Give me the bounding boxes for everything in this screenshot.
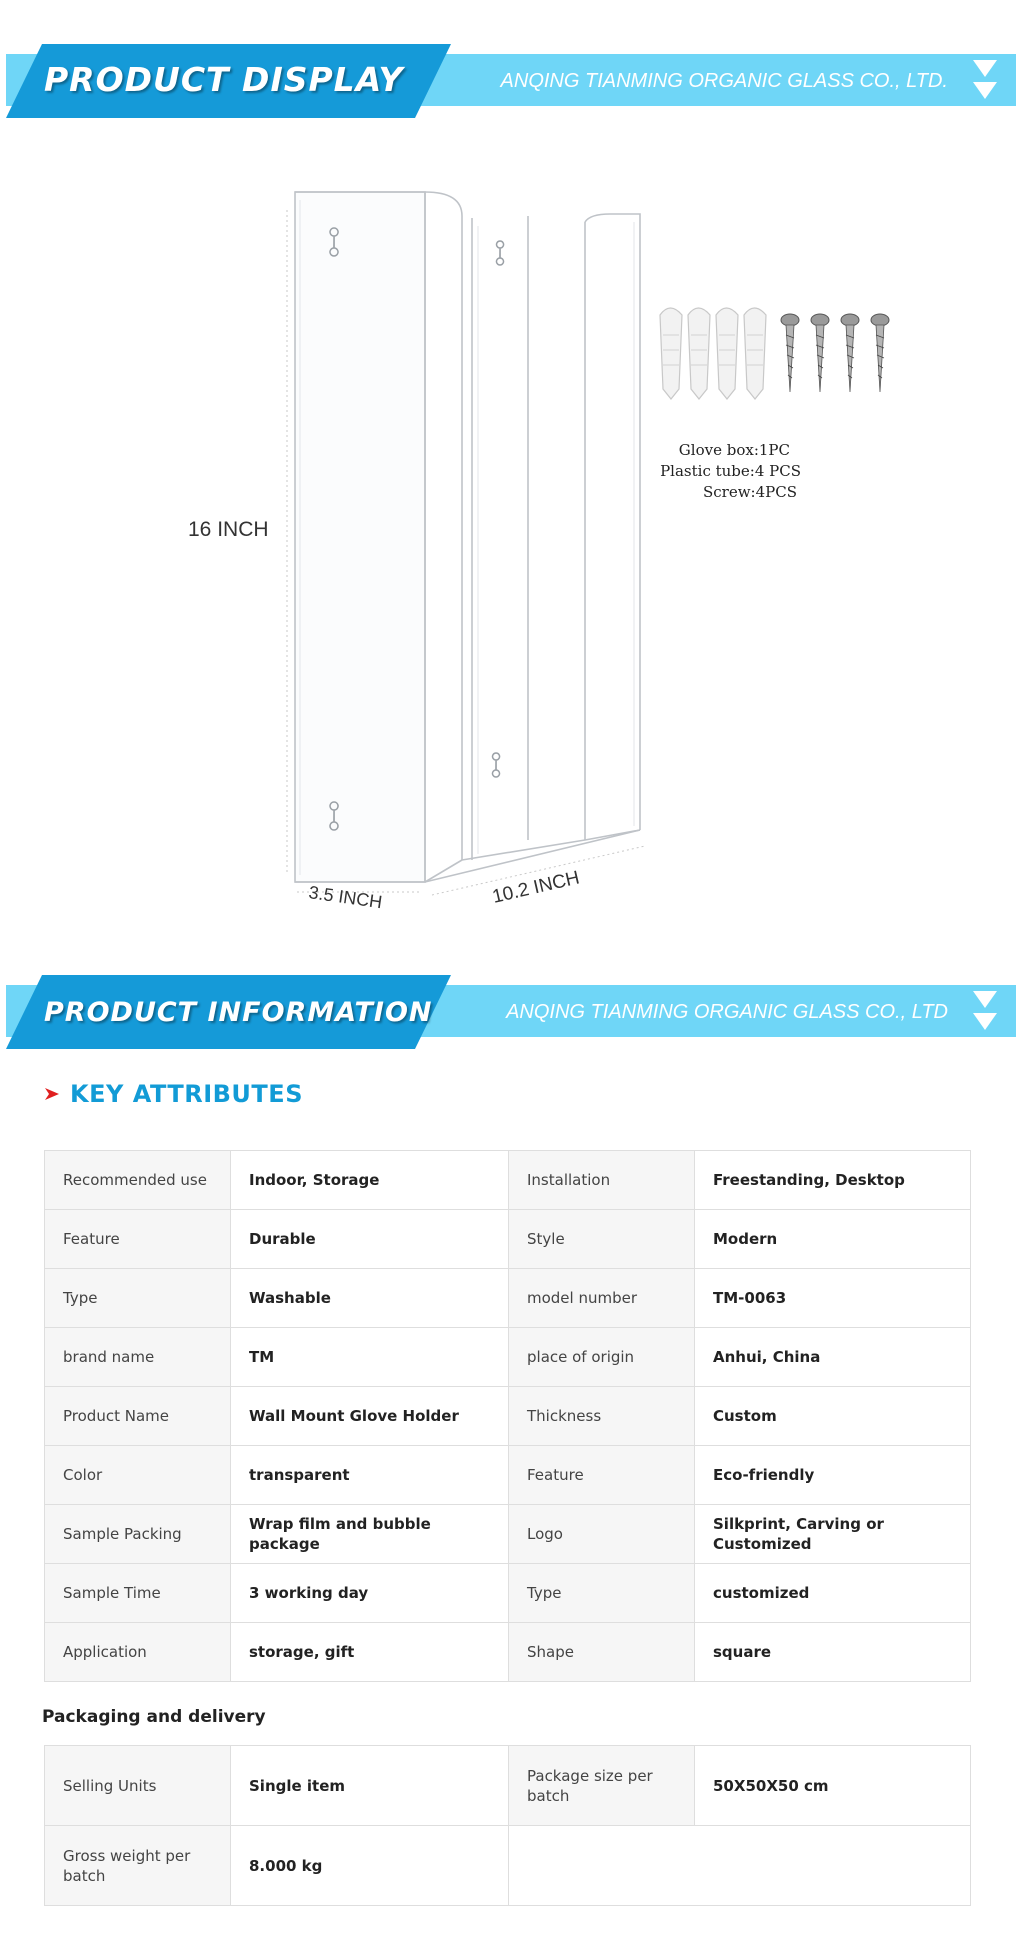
table-row xyxy=(45,1623,971,1682)
banner-company-name: ANQING TIANMING ORGANIC GLASS CO., LTD. xyxy=(500,70,948,92)
table-row xyxy=(45,1446,971,1505)
attribute-key: Logo xyxy=(509,1505,695,1564)
attribute-key: Recommended use xyxy=(45,1151,231,1210)
attribute-key: Selling Units xyxy=(45,1746,231,1826)
banner-title: PRODUCT DISPLAY xyxy=(44,60,404,99)
attribute-value: customized xyxy=(695,1564,971,1623)
attribute-key: Style xyxy=(509,1210,695,1269)
accessory-plastic-tube: Plastic tube:4 PCS xyxy=(660,462,801,480)
table-row xyxy=(45,1387,971,1446)
attribute-key: Sample Packing xyxy=(45,1505,231,1564)
attribute-value: 50X50X50 cm xyxy=(695,1746,971,1826)
attribute-value: Freestanding, Desktop xyxy=(695,1151,971,1210)
attribute-value: Anhui, China xyxy=(695,1328,971,1387)
attribute-key: Product Name xyxy=(45,1387,231,1446)
attribute-value: Washable xyxy=(231,1269,509,1328)
attribute-key: brand name xyxy=(45,1328,231,1387)
key-attributes-heading xyxy=(44,1080,303,1108)
attribute-value: Indoor, Storage xyxy=(231,1151,509,1210)
packaging-table xyxy=(44,1745,971,1906)
attribute-value: Wrap film and bubble package xyxy=(231,1505,509,1564)
attribute-value: Silkprint, Carving or Customized xyxy=(695,1505,971,1564)
attribute-value: Custom xyxy=(695,1387,971,1446)
attribute-value: storage, gift xyxy=(231,1623,509,1682)
attribute-key: Sample Time xyxy=(45,1564,231,1623)
key-attributes-table xyxy=(44,1150,971,1682)
key-attributes-title: KEY ATTRIBUTES xyxy=(70,1080,303,1108)
attribute-value: Single item xyxy=(231,1746,509,1826)
product-display-banner xyxy=(6,44,1016,118)
attribute-value: transparent xyxy=(231,1446,509,1505)
attribute-value: square xyxy=(695,1623,971,1682)
attribute-value: Wall Mount Glove Holder xyxy=(231,1387,509,1446)
double-chevron-down-icon xyxy=(972,58,998,102)
table-row xyxy=(45,1505,971,1564)
attribute-key: Gross weight per batch xyxy=(45,1826,231,1906)
accessory-screw: Screw:4PCS xyxy=(702,483,797,501)
banner-title: PRODUCT INFORMATION xyxy=(44,997,433,1028)
attribute-value: TM xyxy=(231,1328,509,1387)
banner-company-name: ANQING TIANMING ORGANIC GLASS CO., LTD xyxy=(506,1001,948,1023)
attribute-value: TM-0063 xyxy=(695,1269,971,1328)
attribute-value: Eco-friendly xyxy=(695,1446,971,1505)
attribute-key: Color xyxy=(45,1446,231,1505)
packaging-heading: Packaging and delivery xyxy=(42,1707,266,1727)
table-row xyxy=(45,1269,971,1328)
table-row xyxy=(45,1328,971,1387)
attribute-value: Modern xyxy=(695,1210,971,1269)
attribute-key: Shape xyxy=(509,1623,695,1682)
double-chevron-down-icon xyxy=(972,989,998,1033)
empty-cell xyxy=(509,1826,971,1906)
attribute-key: model number xyxy=(509,1269,695,1328)
accessory-glove-box: Glove box:1PC xyxy=(678,441,790,459)
attribute-key: Installation xyxy=(509,1151,695,1210)
attribute-value: Durable xyxy=(231,1210,509,1269)
attribute-key: Package size per batch xyxy=(509,1746,695,1826)
attribute-key: Type xyxy=(45,1269,231,1328)
attribute-value: 8.000 kg xyxy=(231,1826,509,1906)
table-row xyxy=(45,1151,971,1210)
table-row xyxy=(45,1210,971,1269)
attribute-key: Type xyxy=(509,1564,695,1623)
attribute-value: 3 working day xyxy=(231,1564,509,1623)
red-arrow-icon xyxy=(44,1086,60,1102)
depth-label: 3.5 INCH xyxy=(307,882,384,913)
table-row xyxy=(45,1826,971,1906)
attribute-key: Application xyxy=(45,1623,231,1682)
table-row xyxy=(45,1564,971,1623)
attribute-key: Feature xyxy=(45,1210,231,1269)
product-information-banner xyxy=(6,975,1016,1049)
product-image xyxy=(0,170,1021,930)
height-label: 16 INCH xyxy=(188,518,269,541)
table-row xyxy=(45,1746,971,1826)
attribute-key: place of origin xyxy=(509,1328,695,1387)
width-label: 10.2 INCH xyxy=(490,867,582,908)
attribute-key: Feature xyxy=(509,1446,695,1505)
glove-holder-illustration xyxy=(0,170,1021,930)
attribute-key: Thickness xyxy=(509,1387,695,1446)
